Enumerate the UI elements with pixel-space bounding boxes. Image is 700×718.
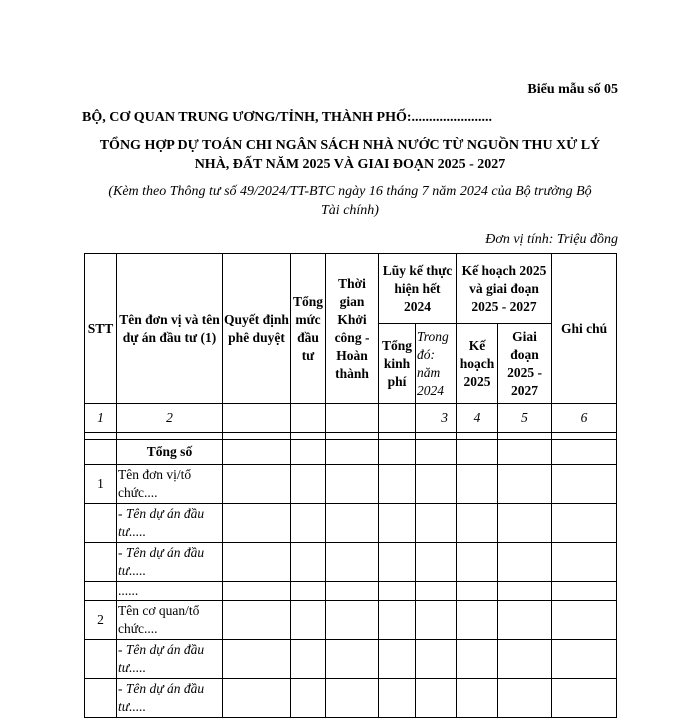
header-decision: Quyết định phê duyệt: [223, 254, 291, 404]
header-stt: STT: [85, 254, 117, 404]
row-name: - Tên dự án đầu tư.....: [117, 504, 223, 543]
header-plan: Kế hoạch 2025 và giai đoạn 2025 - 2027: [457, 254, 552, 324]
row-name: Tên đơn vị/tổ chức....: [117, 465, 223, 504]
header-plan-period: Giai đoạn 2025 - 2027: [498, 324, 552, 404]
subtitle-line-1: (Kèm theo Thông tư số 49/2024/TT-BTC ngày 16 tháng 7 năm 2024 của Bộ trưởng Bộ: [108, 184, 592, 199]
row-stt: [85, 504, 117, 543]
header-cumulative-2024: Trong đó: năm 2024: [416, 324, 457, 404]
document-subtitle: [82, 182, 618, 220]
header-cumulative-total: Tổng kinh phí: [379, 324, 416, 404]
column-number: 4: [457, 404, 498, 433]
header-row-1: [85, 254, 617, 324]
column-number: 5: [498, 404, 552, 433]
header-cumulative: Lũy kế thực hiện hết 2024: [379, 254, 457, 324]
unit-label: Đơn vị tính: Triệu đồng: [485, 232, 618, 247]
table-row: [85, 601, 617, 640]
row-name: - Tên dự án đầu tư.....: [117, 543, 223, 582]
row-stt: 1: [85, 465, 117, 504]
row-name: - Tên dự án đầu tư.....: [117, 679, 223, 718]
column-number-row: [85, 404, 617, 433]
header-total-investment: Tổng mức đầu tư: [291, 254, 326, 404]
estimate-table: [84, 253, 617, 718]
column-number: 2: [117, 404, 223, 433]
spacer-row: [85, 433, 617, 440]
total-label: Tổng số: [117, 440, 223, 465]
column-number: 3: [416, 404, 457, 433]
subtitle-line-2: Tài chính): [321, 203, 379, 218]
title-line-1: TỔNG HỢP DỰ TOÁN CHI NGÂN SÁCH NHÀ NƯỚC TỪ NGUỒN THU XỬ LÝ: [99, 138, 601, 153]
column-number: [291, 404, 326, 433]
table-row: [85, 504, 617, 543]
header-note: Ghi chú: [552, 254, 617, 404]
total-row: [85, 440, 617, 465]
column-number: 6: [552, 404, 617, 433]
column-number: 1: [85, 404, 117, 433]
column-number: [326, 404, 379, 433]
form-number: Biểu mẫu số 05: [527, 82, 618, 97]
table-row: [85, 543, 617, 582]
agency-line: BỘ, CƠ QUAN TRUNG ƯƠNG/TỈNH, THÀNH PHỐ:.......................: [82, 110, 493, 125]
header-plan-2025: Kế hoạch 2025: [457, 324, 498, 404]
column-number: [379, 404, 416, 433]
header-time: Thời gian Khởi công - Hoàn thành: [326, 254, 379, 404]
row-name: ......: [117, 582, 223, 601]
table-row: [85, 679, 617, 718]
row-stt: [85, 543, 117, 582]
row-stt: [85, 640, 117, 679]
header-name: Tên đơn vị và tên dự án đầu tư (1): [117, 254, 223, 404]
row-name: - Tên dự án đầu tư.....: [117, 640, 223, 679]
row-stt: [85, 679, 117, 718]
table-row: [85, 640, 617, 679]
document-title: [82, 136, 618, 174]
row-name: Tên cơ quan/tổ chức....: [117, 601, 223, 640]
column-number: [223, 404, 291, 433]
table-row: [85, 465, 617, 504]
row-stt: 2: [85, 601, 117, 640]
row-stt: [85, 582, 117, 601]
title-line-2: NHÀ, ĐẤT NĂM 2025 VÀ GIAI ĐOẠN 2025 - 2027: [194, 157, 506, 172]
table-row: [85, 582, 617, 601]
